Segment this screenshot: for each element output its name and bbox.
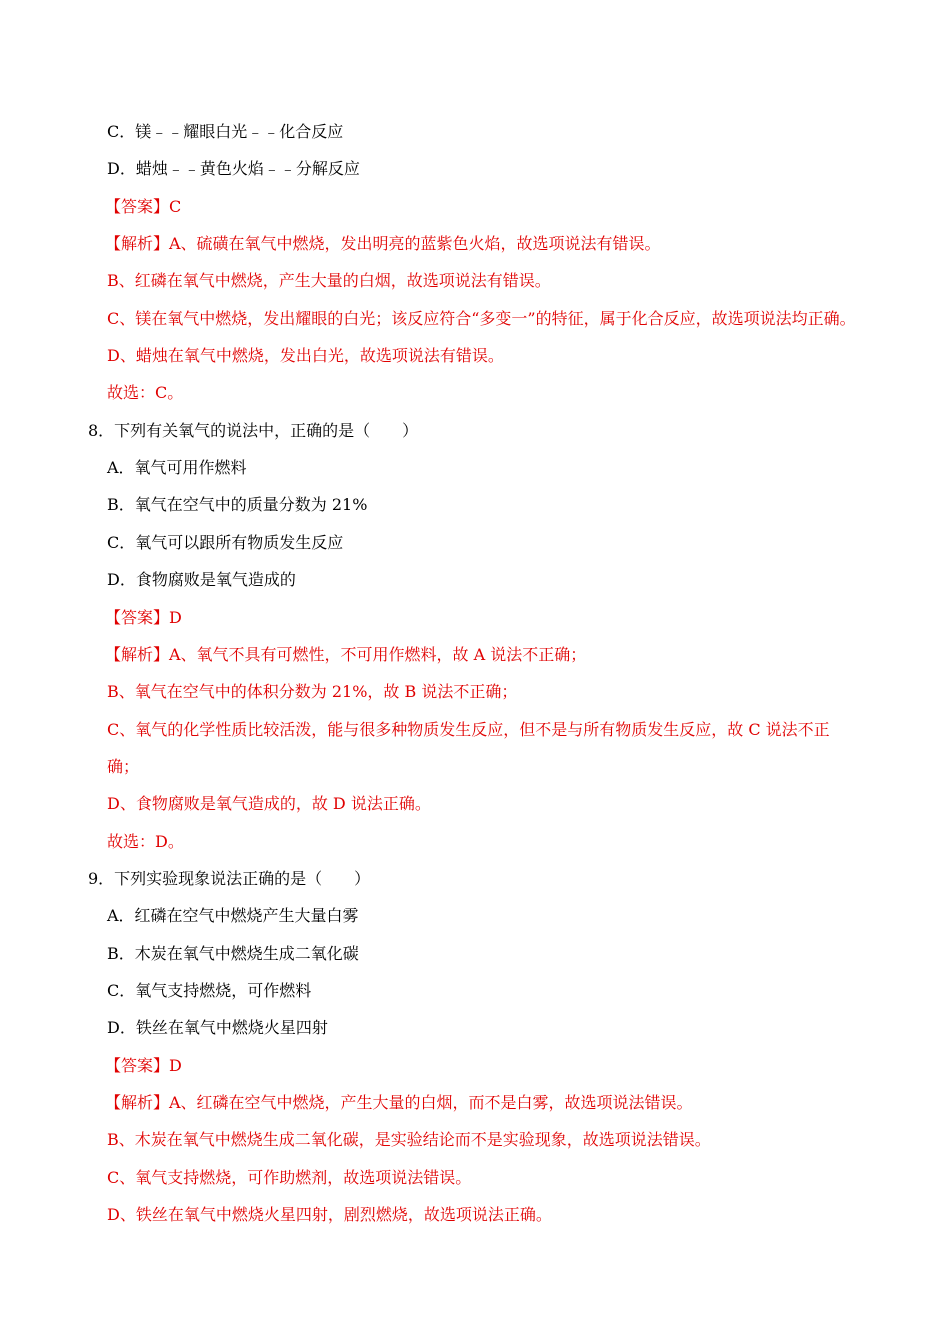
q9-option-a: A．红磷在空气中燃烧产生大量白雾: [107, 906, 359, 925]
q9-analysis-b: B、木炭在氧气中燃烧生成二氧化碳，是实验结论而不是实验现象，故选项说法错误。: [107, 1130, 711, 1149]
q8-option-d: D．食物腐败是氧气造成的: [107, 570, 296, 589]
q9-analysis-c: C、氧气支持燃烧，可作助燃剂，故选项说法错误。: [107, 1168, 472, 1187]
q8-analysis-a: 【解析】A、氧气不具有可燃性，不可用作燃料，故 A 说法不正确；: [105, 645, 587, 664]
q7-option-c: C．镁﹣﹣耀眼白光﹣﹣化合反应: [107, 122, 344, 141]
q9-analysis-d: D、铁丝在氧气中燃烧火星四射，剧烈燃烧，故选项说法正确。: [107, 1205, 552, 1224]
q9-stem: 9．下列实验现象说法正确的是（ ）: [88, 869, 371, 888]
q9-option-c: C．氧气支持燃烧，可作燃料: [107, 981, 312, 1000]
q7-answer: 【答案】C: [105, 197, 182, 216]
q7-analysis-a: 【解析】A、硫磺在氧气中燃烧，发出明亮的蓝紫色火焰，故选项说法有错误。: [105, 234, 661, 253]
q8-conclusion: 故选：D。: [107, 832, 184, 851]
q8-stem: 8．下列有关氧气的说法中，正确的是（ ）: [88, 421, 419, 440]
q8-option-b: B．氧气在空气中的质量分数为 21%: [107, 495, 368, 514]
q9-analysis-a: 【解析】A、红磷在空气中燃烧，产生大量的白烟，而不是白雾，故选项说法错误。: [105, 1093, 693, 1112]
q8-option-a: A．氧气可用作燃料: [107, 458, 247, 477]
q9-option-b: B．木炭在氧气中燃烧生成二氧化碳: [107, 944, 359, 963]
q9-option-d: D．铁丝在氧气中燃烧火星四射: [107, 1018, 328, 1037]
q7-analysis-b: B、红磷在氧气中燃烧，产生大量的白烟，故选项说法有错误。: [107, 271, 551, 290]
q7-analysis-c: C、镁在氧气中燃烧，发出耀眼的白光；该反应符合“多变一”的特征，属于化合反应，故选项说法均正确。: [107, 309, 856, 328]
q8-analysis-c: C、氧气的化学性质比较活泼，能与很多种物质发生反应，但不是与所有物质发生反应，故 C 说法不正: [107, 720, 830, 739]
q7-option-d: D．蜡烛﹣﹣黄色火焰﹣﹣分解反应: [107, 159, 360, 178]
q8-analysis-d: D、食物腐败是氧气造成的，故 D 说法正确。: [107, 794, 431, 813]
q7-conclusion: 故选：C。: [107, 383, 184, 402]
q8-option-c: C．氧气可以跟所有物质发生反应: [107, 533, 344, 552]
q8-analysis-c-cont: 确；: [107, 757, 140, 776]
q8-answer: 【答案】D: [105, 608, 182, 627]
q8-analysis-b: B、氧气在空气中的体积分数为 21%，故 B 说法不正确；: [107, 682, 518, 701]
q7-analysis-d: D、蜡烛在氧气中燃烧，发出白光，故选项说法有错误。: [107, 346, 504, 365]
q9-answer: 【答案】D: [105, 1056, 182, 1075]
